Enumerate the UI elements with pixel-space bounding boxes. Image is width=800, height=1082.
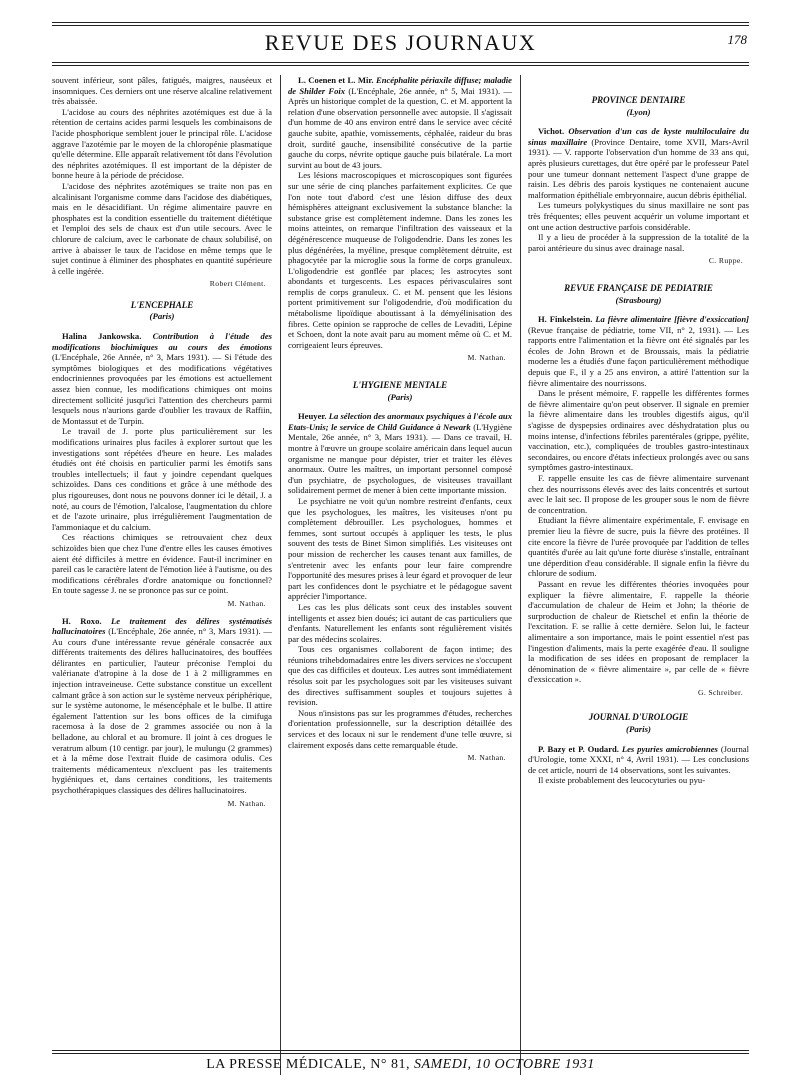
article-lead	[528, 314, 749, 388]
masthead	[52, 28, 749, 58]
paragraph: Les tumeurs polykystiques du sinus maxillaire ne sont pas très fréquentes; elles peuvent acquérir un volume important et ont une action destructive parfois considérable.	[528, 200, 749, 232]
header-bottom-rule-2	[52, 65, 749, 66]
page-number: 178	[727, 32, 747, 47]
signature: M. Nathan.	[227, 798, 266, 808]
article-reference: (L'Hygiène Mentale, 26e année, n° 3, Mars 1931). — Dans ce travail, H. montre à l'œuvre un groupe scolaire américain dans lequel aucun organisme ne manque pour dépister, trier et traiter les élèves anormaux. Outre les maîtres, un important personnel composé d'un psychiatre, de psychologues, de visiteuses travaillant solidairement permet de mener à bien cette importante mission.	[288, 421, 512, 496]
article-lead	[52, 616, 272, 796]
article-author: P. Bazy et P. Oudard.	[538, 743, 619, 754]
column-divider-2	[520, 75, 521, 1075]
article-author: H. Roxo.	[62, 615, 102, 626]
article-author: Halina Jankowska.	[62, 331, 142, 342]
page-footer	[52, 1057, 749, 1073]
section-city: (Paris)	[149, 311, 175, 322]
paragraph: Les cas les plus délicats sont ceux des instables souvent intelligents et assez bien doués; ici autant de cas particuliers que d'enfants. Naturellement les enfants sont régulièrement visités par des médecins scolaires.	[288, 601, 512, 644]
signature: C. Ruppe.	[708, 256, 743, 266]
article-reference: (L'Encéphale, 26e année, n° 5, Mai 1931). — Après un historique complet de la question, C. et M. apportent la relation d'une observation personnelle avec autopsie. Il s'agissait d'un homme de 40 ans environ entré dans le service avec cécité gauche subite, apathie, vomissements, céphalée, raideur du bras droit, surdité gauche, insensibilité consécutive de la partie gauche du corps, névrite optique gauche puis bilatérale. La mort survint au bout de 43 jours.	[288, 85, 512, 170]
article-title: Observation d'un cas de kyste multiloculaire du sinus maxillaire	[528, 126, 749, 147]
section-heading: PROVINCE DENTAIRE	[591, 95, 686, 105]
article-title: Le traitement des délires systématisés hallucinatoires	[52, 615, 272, 637]
paragraph: Dans le présent mémoire, F. rappelle les différentes formes de fièvre alimentaire qu'on peut observer. Il signale en premier la fièvre alimentaire dans les troubles digestifs aigus, qu'il s'agisse de dyspepsies ordinaires avec déshydratation plus ou moins intense, d'infections fébriles parentérales (grippe, pyélite, vaccination, etc.), compliquées de troubles gastro-intestinaux secondaires, ou encore d'états infectieux prolongés avec ou sans symptômes gastro-intestinaux.	[528, 388, 749, 473]
article-reference: (L'Encéphale, 26e Année, n° 3, Mars 1931). — Si l'étude des symptômes biologiques et des modifications végétatives endocriniennes provoquées par les émotions est actuellement assez bien connue, les modifications chimiques ont moins directement sollicité jusqu'ici l'attention des chercheurs parmi lesquels nous n'aurions garde d'oublier les travaux de Raffiin, de Montassut et de Turpin.	[52, 352, 272, 426]
top-rule-2	[52, 25, 749, 26]
paragraph: L'acidose au cours des néphrites azotémiques est due à la rétention de certains acides parmi lesquels les combinaisons de l'acide phosphorique semblent jouer le principal rôle. L'acidose aggrave l'azotémie par le moyen de la chloropénie plasmatique qu'elle détermine. Elle apparaît relativement tôt dans l'évolution des néphrites azotémiques. Il est important de la dépister de bonne heure à la période de précidose.	[52, 106, 272, 181]
footer-rule-2	[52, 1053, 749, 1054]
article-title: Les pyuries amicrobiennes	[621, 743, 718, 754]
article-author: Vichot.	[538, 126, 565, 137]
section-city: (Paris)	[626, 724, 651, 735]
article-author: H. Finkelstein.	[538, 314, 593, 325]
article-author: Heuyer.	[298, 411, 327, 422]
article-title: La fièvre alimentaire [fièvre d'exsiccation]	[595, 314, 749, 325]
top-rule	[52, 22, 749, 23]
header-bottom-rule	[52, 62, 749, 63]
article-reference: (Province Dentaire, tome XVII, Mars-Avril 1931). — V. rapporte l'observation d'un homme de 33 ans qui, après plusieurs curettages, dut être opéré par le professeur Patel pour une tumeur donnant nettement l'aspect d'une grappe de raisin. Les débris des parois kystiques ne contenaient aucune malformation épithéliale embryonnaire, aucun débris épithélial.	[528, 136, 750, 200]
paragraph: Nous n'insistons pas sur les programmes d'études, recherches d'orientation professionnelle, sur la description détaillée des services et des locaux ni sur le rendement d'une telle œuvre, si clairement exposés dans cette remarquable étude.	[288, 707, 512, 750]
footer-rule	[52, 1050, 749, 1051]
journal-section-title: REVUE DES JOURNAUX	[264, 30, 537, 55]
paragraph: Il y a lieu de procéder à la suppression de la totalité de la paroi antérieure du sinus avec drainage nasal.	[528, 232, 749, 253]
column-2	[288, 75, 512, 770]
signature: Robert Clément.	[209, 279, 266, 289]
paragraph: souvent inférieur, sont pâles, fatigués, maigres, nauséeux et insomniques. Ces derniers ont une réserve alcaline relativement très abaissée.	[52, 75, 272, 107]
section-city: (Lyon)	[626, 106, 651, 117]
paragraph: Il existe probablement des leucocyturies ou pyu-	[538, 775, 706, 786]
article-lead	[288, 411, 512, 496]
article-lead	[528, 126, 749, 200]
article-reference: (Journal d'Urologie, tome XXXI, n° 4, Avril 1931). — Les conclusions de cet article, nourri de 14 observations, sont les suivantes.	[528, 743, 749, 775]
paragraph: Les lésions macroscopiques et microscopiques sont figurées sur une série de cinq planches parfaitement explicites. Ce que l'on note tout d'abord c'est une lésion diffuse des deux hémisphères atteignant exclusivement la substance blanche: la substance grise est complètement indemne. Dans les zones les moins atteintes, on remarque l'infiltration des vaisseaux et la dégénérescence muqueuse de l'oligodendrie. Dans les zones les plus dégénérées, la myéline, presque complètement détruite, est phagocytée par la microglie sous la forme de corps granuleux. L'oligodendrie est gonflée par places; les astrocytes sont abondants et turgescents. Les espaces périvasculaires sont remplis de corps granuleux. C. et M. pensent que les lésions portent primitivement sur l'oligodendrie, d'où modification du métabolisme lipoïdique aboutissant à la démyélinisation des fibres. Cette opinion se rapproche de celles de Levaditi, Lépine et Schoen, dont la note avait paru au moment même où C. et M. corrigeaient leurs épreuves.	[288, 170, 512, 350]
article-title: Encéphalite périaxile diffuse; maladie de Shilder Foix	[288, 75, 512, 96]
section-heading: L'HYGIENE MENTALE	[352, 380, 448, 391]
article-title: Contribution à l'étude des modifications biochimiques au cours des émotions	[52, 331, 272, 352]
paragraph: L'acidose des néphrites azotémiques se traite non pas en alcalinisant l'organisme comme dans l'acidose des diabétiques, mais en le désacidifiant. Un régime alimentaire pauvre en phosphates est la condition essentielle du traitement diététique et l'emploi des sels de chaux est d'un utile secours. Avec le chlorure de calcium, avec le carbonate de chaux solubilisé, on arrive à abaisser le taux de l'acidose en même temps que le sujet continue à éliminer des phosphates en quantité supérieure à celle ingérée.	[52, 180, 272, 276]
paragraph: Ces réactions chimiques se retrouvaient chez deux schizoïdes bien que chez l'une d'entre elles les causes émotives aient été difficiles à mettre en évidence. Faut-il incriminer en pareil cas le caractère latent de l'émotion liée à l'autisme, ou des modifications cérébrales d'ordre anatomique ou fonctionnel? En toute sagesse J. ne se prononce pas sur ce point.	[52, 532, 272, 596]
article-lead	[528, 744, 749, 776]
footer-journal: LA PRESSE MÉDICALE, N° 81,	[206, 1057, 410, 1072]
paragraph: Le psychiatre ne voit qu'un nombre restreint d'enfants, ceux que les psychologues, les maîtres, les visiteuses n'ont pu complètement débrouiller. Les psychologues, hommes et femmes, sont surtout occupés à appliquer les tests, le plus souvent des tests de Binet Simon simplifiés. Les visiteuses ont pour mission de rechercher les causes tenant aux familles, de s'entretenir avec les enfants pour leur faire comprendre l'opportunité des mesures prises à leur égard et provoquer de leur part les confidences dont le psychiatre et le pédagogue savent apprécier l'importance.	[288, 495, 512, 602]
article-reference: (L'Encéphale, 26e année, n° 3, Mars 1931). — Au cours d'une intéressante revue générale consacrée aux différents traitements des délires hallucinatoires, des bouffées délirantes en particulier, l'auteur préconise l'emploi du valérianate d'atropine à la dose de 1 à 2 milligrammes en injection intraveineuse. Cette substance constitue un excellent calmant grâce à son action sur le système nerveux périphérique, sur le système autonome, le mésencéphale et le bulbe. Il attire également l'attention sur les bons offices de la cimifuga racemosa à la dose de 2 grammes associée ou non à la belladone, au chloral et au bromure. Il joint à ces drogues le veratrum album (10 centigr. par jour), le mulungu (2 grammes) et à la même dose l'extrait fluide de casimora odulis. Ces traitements médicamenteux n'excluent pas les traitements hygiéniques et, dans certaines conditions, les traitements psychothérapiques classiques des délires hallucinatoires.	[52, 626, 272, 795]
signature: G. Schreiber.	[697, 687, 743, 697]
article-lead	[288, 75, 512, 170]
section-heading: L'ENCEPHALE	[130, 299, 194, 310]
column-3	[528, 75, 749, 786]
article-author: L. Coenen et L. Mir.	[298, 75, 374, 85]
section-heading: REVUE FRANÇAISE DE PEDIATRIE	[564, 282, 713, 293]
paragraph: Passant en revue les différentes théories invoquées pour expliquer la fièvre alimentaire, F. rappelle la théorie d'accumulation de chaleur de Heim et John; la théorie de surproduction de chaleur de Rietschel et enfin la théorie de l'excitation. F. se rallie à cette dernière. Selon lui, le facteur alimentaire a son importance, mais le point essentiel n'est pas l'ingestion d'aliments, mais la perte exagérée d'eau. Il souligne la modification de ses idées en proposant de remplacer la dénomination de « fièvre alimentaire », par celle de « fièvre d'exsiccation ».	[528, 578, 749, 685]
footer-date: SAMEDI, 10 OCTOBRE 1931	[413, 1057, 595, 1072]
column-1	[52, 75, 272, 815]
section-heading: JOURNAL D'UROLOGIE	[588, 712, 689, 723]
article-lead	[52, 331, 272, 426]
section-city: (Strasbourg)	[615, 294, 662, 305]
signature: M. Nathan.	[227, 598, 266, 608]
section-city: (Paris)	[387, 391, 413, 402]
signature: M. Nathan.	[467, 753, 506, 763]
signature: M. Nathan.	[467, 353, 506, 363]
paragraph: Le travail de J. porte plus particulièrement sur les modifications urinaires plus faciles à explorer surtout que les investigations sont répétées d'heure en heure. Les malades étudiés ont été choisis en particulier parmi les émotifs sans troubles intellectuels; il faut y joindre cependant quelques schizoïdes. Dans ces conditions et grâce à une méthode des plus rigoureuses, dont nous ne pouvons donner ici le détail, J. a noté, au cours de l'émotion, l'alcalose, l'augmentation du chlore et de l'azote urinaire, plus irrégulièrement l'augmentation de l'ammoniaque et du calcium.	[52, 426, 272, 532]
article-reference: (Revue française de pédiatrie, tome VII, n° 2, 1931). — Les rapports entre l'alimentation et la fièvre ont été signalés par les écoles de John Brown et de Broussais, mais la pédiatrie moderne les a étudiés d'une façon particulièrement méthodique depuis que F., il y a 25 ans environ, a attiré l'attention sur la fièvre alimentaire des nourrissons.	[528, 324, 749, 388]
column-divider-1	[280, 75, 281, 1075]
paragraph: Etudiant la fièvre alimentaire expérimentale, F. envisage en premier lieu la fièvre de sucre, puis la fièvre des protéines. Il cite encore la fièvre de l'urée provoquée par l'addition de telles quantités d'urée au lait qu'une forte diurèse s'installe, entraînant une déperdition d'eau considérable. Il signale enfin la fièvre du chlorure de sodium.	[528, 515, 749, 579]
paragraph: F. rappelle ensuite les cas de fièvre alimentaire survenant chez des nourrissons élevés avec des laits concentrés et surtout avec le lait sec. Il propose de les grouper sous le nom de fièvre de concentration.	[528, 473, 749, 515]
paragraph: Tous ces organismes collaborent de façon intime; des réunions trihebdomadaires entre les divers services ne s'occupent que des cas difficiles et douteux. Les autres sont immédiatement résolus soit par les psychologues soit par les visiteuses suivant des directives suffisamment souples et toujours sujettes à revision.	[288, 644, 512, 708]
article-title: La sélection des anormaux psychiques à l'école aux Etats-Unis; le service de Child Guidance à Newark	[288, 411, 512, 432]
